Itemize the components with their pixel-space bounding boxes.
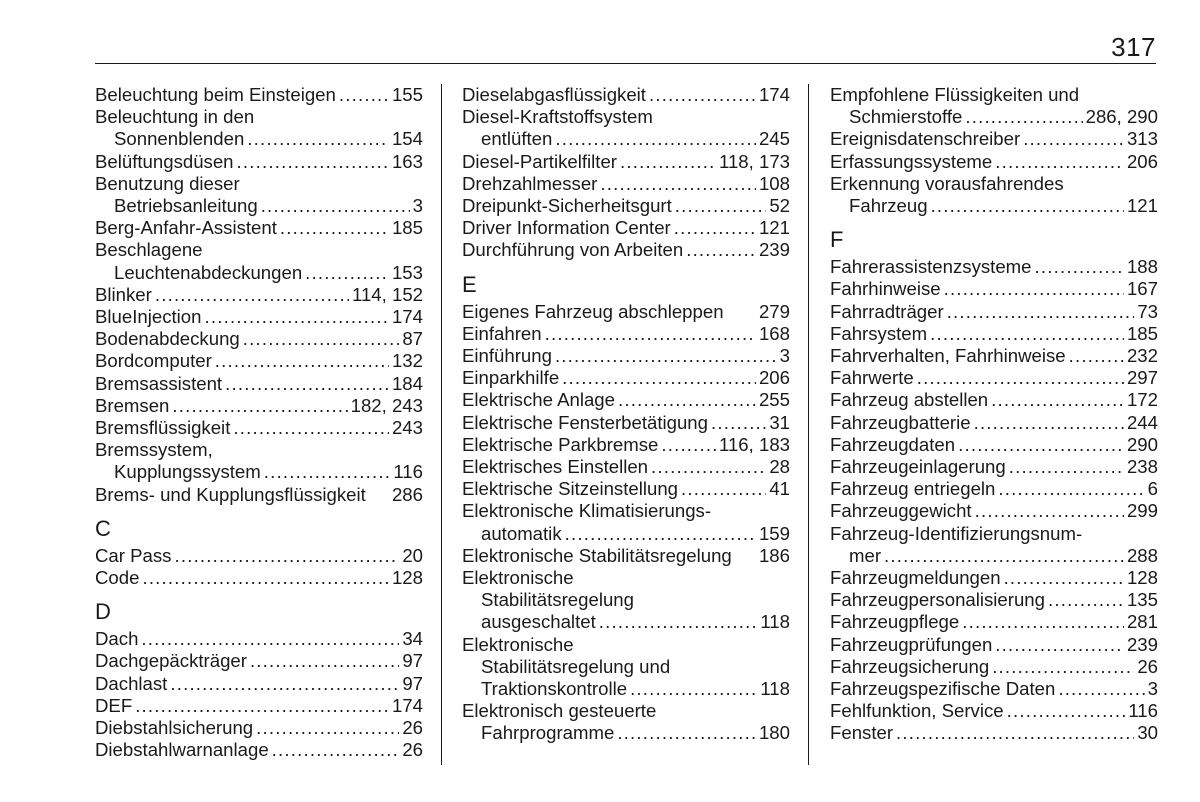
index-entry bbox=[462, 151, 790, 173]
dot-leader bbox=[555, 128, 756, 150]
index-entry-title: Fahrerassistenzsysteme bbox=[830, 256, 1032, 278]
index-column-3 bbox=[830, 84, 1158, 745]
dot-leader bbox=[1023, 128, 1124, 150]
index-entry bbox=[830, 700, 1158, 722]
dot-leader bbox=[243, 328, 400, 350]
index-entry-title: Dreipunkt-Sicherheitsgurt bbox=[462, 195, 672, 217]
index-entry bbox=[830, 106, 1158, 128]
index-entry bbox=[95, 350, 423, 372]
dot-leader bbox=[884, 545, 1124, 567]
index-entry-page: 239 bbox=[758, 239, 790, 261]
index-entry-page: 232 bbox=[1126, 345, 1158, 367]
index-entry-title: entlüften bbox=[481, 128, 553, 150]
index-entry-title: Bordcomputer bbox=[95, 350, 212, 372]
index-entry-page: 184 bbox=[391, 372, 423, 394]
index-entry-page: 52 bbox=[769, 195, 790, 217]
dot-leader bbox=[280, 217, 389, 239]
index-entry bbox=[462, 239, 790, 261]
index-entry bbox=[95, 673, 423, 695]
index-entry bbox=[830, 278, 1158, 300]
index-entry-title: Fahrzeugspezifische Daten bbox=[830, 678, 1056, 700]
index-entry-title: Fahrzeug abstellen bbox=[830, 389, 989, 411]
dot-leader bbox=[204, 306, 388, 328]
index-entry bbox=[95, 417, 423, 439]
index-entry-title: Fahrhinweise bbox=[830, 278, 941, 300]
index-entry-page: 20 bbox=[402, 544, 423, 566]
index-entry bbox=[95, 395, 423, 417]
index-entry-title: Fahrprogramme bbox=[481, 722, 615, 744]
dot-leader bbox=[1035, 256, 1124, 278]
dot-leader bbox=[630, 678, 757, 700]
index-entry-title: Durchführung von Arbeiten bbox=[462, 239, 684, 261]
dot-leader bbox=[135, 695, 389, 717]
index-entry bbox=[462, 195, 790, 217]
index-column-1 bbox=[95, 84, 423, 761]
index-entry-page: 313 bbox=[1126, 128, 1158, 150]
dot-leader bbox=[620, 151, 716, 173]
dot-leader bbox=[661, 434, 716, 456]
index-entry-heading: Stabilitätsregelung und bbox=[481, 655, 671, 677]
index-entry bbox=[830, 456, 1158, 478]
index-entry-page: 182, 243 bbox=[350, 394, 423, 416]
index-entry-page: 174 bbox=[391, 306, 423, 328]
index-entry-page: 26 bbox=[402, 739, 423, 761]
index-entry-heading: Bremssystem, bbox=[95, 439, 213, 461]
dot-leader bbox=[1004, 567, 1124, 589]
index-entry-title: Ereignisdatenschreiber bbox=[830, 128, 1021, 150]
index-entry bbox=[830, 567, 1158, 589]
index-entry-page: 174 bbox=[391, 694, 423, 716]
index-entry-page: 3 bbox=[779, 345, 790, 367]
index-entry-heading: Elektronisch gesteuerte bbox=[462, 700, 657, 722]
dot-leader bbox=[651, 456, 766, 478]
index-entry bbox=[95, 328, 423, 350]
index-entry-title: Schmierstoffe bbox=[849, 106, 963, 128]
dot-leader bbox=[142, 567, 389, 589]
index-entry-heading: Elektronische Klimatisierungs- bbox=[462, 500, 712, 522]
index-entry-title: Diesel-Partikelfilter bbox=[462, 150, 617, 172]
index-entry-page: 73 bbox=[1137, 300, 1158, 322]
index-entry-page: 97 bbox=[402, 672, 423, 694]
index-entry-heading: Stabilitätsregelung bbox=[481, 589, 634, 611]
dot-leader bbox=[247, 128, 389, 150]
index-entry-page: 26 bbox=[402, 717, 423, 739]
index-entry-title: Fahrzeugmeldungen bbox=[830, 567, 1001, 589]
dot-leader bbox=[272, 739, 400, 761]
dot-leader bbox=[711, 412, 766, 434]
header-rule bbox=[95, 63, 1156, 64]
index-entry bbox=[462, 434, 790, 456]
dot-leader bbox=[174, 545, 399, 567]
index-entry bbox=[462, 345, 790, 367]
index-entry bbox=[462, 523, 790, 545]
dot-leader bbox=[565, 523, 756, 545]
index-entry-page: 174 bbox=[758, 84, 790, 105]
dot-leader bbox=[686, 239, 756, 261]
index-entry-page: 286, 290 bbox=[1085, 106, 1158, 128]
index-entry-heading: Beleuchtung in den bbox=[95, 106, 255, 128]
index-entry bbox=[95, 484, 423, 506]
index-entry-page: 167 bbox=[1126, 278, 1158, 300]
index-entry bbox=[830, 611, 1158, 633]
dot-leader bbox=[974, 412, 1124, 434]
index-entry-page: 3 bbox=[412, 195, 423, 217]
index-entry bbox=[462, 367, 790, 389]
index-entry-page: 290 bbox=[1126, 433, 1158, 455]
dot-leader bbox=[618, 389, 756, 411]
index-entry-title: Bremsen bbox=[95, 394, 170, 416]
dot-leader bbox=[991, 389, 1124, 411]
index-entry bbox=[95, 195, 423, 217]
index-entry-title: Einparkhilfe bbox=[462, 367, 560, 389]
index-entry-page: 288 bbox=[1126, 544, 1158, 566]
index-entry-title: Fahrzeugbatterie bbox=[830, 411, 971, 433]
index-entry-page: 28 bbox=[769, 456, 790, 478]
index-entry-title: Sonnenblenden bbox=[114, 128, 245, 150]
index-entry bbox=[830, 389, 1158, 411]
index-entry bbox=[462, 128, 790, 150]
index-entry bbox=[462, 217, 790, 239]
index-entry-title: Bodenabdeckung bbox=[95, 328, 240, 350]
index-entry-page: 255 bbox=[758, 389, 790, 411]
dot-leader bbox=[545, 323, 756, 345]
dot-leader bbox=[1009, 456, 1124, 478]
index-entry-title: Beleuchtung beim Einsteigen bbox=[95, 84, 336, 105]
index-entry-title: Fahrzeug entriegeln bbox=[830, 478, 996, 500]
index-entry-page: 128 bbox=[1126, 567, 1158, 589]
index-entry bbox=[95, 717, 423, 739]
index-entry-title: Elektrische Parkbremse bbox=[462, 433, 659, 455]
dot-leader bbox=[1058, 678, 1144, 700]
dot-leader bbox=[562, 367, 756, 389]
index-entry-page: 116 bbox=[393, 461, 423, 483]
index-entry bbox=[830, 256, 1158, 278]
dot-leader bbox=[155, 284, 349, 306]
index-entry-title: Diebstahlwarnanlage bbox=[95, 739, 269, 761]
dot-leader bbox=[931, 195, 1124, 217]
section-letter: C bbox=[95, 515, 111, 541]
index-entry bbox=[95, 461, 423, 483]
index-entry-page: 116 bbox=[1128, 700, 1158, 722]
index-entry-title: Kupplungssystem bbox=[114, 461, 261, 483]
index-entry-page: 128 bbox=[391, 567, 423, 589]
index-entry-title: Erfassungssysteme bbox=[830, 150, 993, 172]
section-letter: D bbox=[95, 599, 111, 625]
index-entry-page: 116, 183 bbox=[719, 433, 790, 455]
index-entry-page: 153 bbox=[391, 261, 423, 283]
index-entry bbox=[95, 373, 423, 395]
dot-leader bbox=[1048, 589, 1124, 611]
index-entry-page: 172 bbox=[1126, 389, 1158, 411]
dot-leader bbox=[965, 106, 1082, 128]
index-entry-page: 286 bbox=[391, 483, 423, 505]
index-entry-page: 188 bbox=[1126, 256, 1158, 278]
index-entry-page: 243 bbox=[391, 417, 423, 439]
dot-leader bbox=[225, 373, 389, 395]
index-entry-page: 244 bbox=[1126, 411, 1158, 433]
dot-leader bbox=[617, 722, 756, 744]
index-entry bbox=[830, 589, 1158, 611]
index-entry bbox=[462, 456, 790, 478]
index-entry-title: Elektrische Anlage bbox=[462, 389, 615, 411]
index-entry-title: Fenster bbox=[830, 722, 894, 744]
dot-leader bbox=[992, 656, 1134, 678]
index-entry bbox=[95, 217, 423, 239]
index-entry bbox=[462, 389, 790, 411]
index-entry bbox=[830, 301, 1158, 323]
index-entry-page: 299 bbox=[1126, 500, 1158, 522]
index-entry bbox=[830, 634, 1158, 656]
index-entry-page: 185 bbox=[1126, 322, 1158, 344]
index-entry bbox=[462, 301, 790, 323]
index-entry-page: 118 bbox=[760, 678, 790, 700]
dot-leader bbox=[237, 151, 389, 173]
column-divider bbox=[808, 84, 809, 765]
index-entry-page: 118, 173 bbox=[719, 150, 790, 172]
index-entry-page: 121 bbox=[758, 217, 790, 239]
index-entry-page: 3 bbox=[1147, 678, 1158, 700]
index-entry-title: mer bbox=[849, 544, 882, 566]
index-entry-page: 206 bbox=[758, 367, 790, 389]
index-entry-page: 163 bbox=[391, 150, 423, 172]
index-entry-page: 239 bbox=[1126, 633, 1158, 655]
index-entry bbox=[830, 195, 1158, 217]
index-entry-heading: Diesel-Kraftstoffsystem bbox=[462, 106, 653, 128]
index-entry bbox=[95, 739, 423, 761]
index-entry-title: Traktionskontrolle bbox=[481, 678, 628, 700]
index-entry-page: 114, 152 bbox=[352, 283, 423, 305]
index-entry-title: Leuchtenabdeckungen bbox=[114, 261, 303, 283]
index-entry-page: 238 bbox=[1126, 456, 1158, 478]
index-entry-title: Bremsassistent bbox=[95, 372, 223, 394]
index-entry bbox=[830, 434, 1158, 456]
index-entry bbox=[95, 628, 423, 650]
index-entry-title: Fahrzeugsicherung bbox=[830, 655, 990, 677]
index-entry-title: Fahrzeugpersonalisierung bbox=[830, 589, 1045, 611]
dot-leader bbox=[995, 634, 1124, 656]
index-entry-title: Blinker bbox=[95, 283, 152, 305]
index-entry bbox=[95, 545, 423, 567]
dot-leader bbox=[1069, 345, 1124, 367]
index-entry-page: 180 bbox=[758, 722, 790, 744]
dot-leader bbox=[674, 217, 756, 239]
index-entry bbox=[95, 650, 423, 672]
index-entry-page: 87 bbox=[402, 328, 423, 350]
index-entry-page: 185 bbox=[391, 217, 423, 239]
index-entry-title: Dachlast bbox=[95, 672, 168, 694]
index-entry-title: Fahrwerte bbox=[830, 367, 914, 389]
dot-leader bbox=[600, 173, 756, 195]
index-entry-title: Drehzahlmesser bbox=[462, 172, 598, 194]
index-entry-page: 281 bbox=[1126, 611, 1158, 633]
index-entry-title: Diebstahlsicherung bbox=[95, 717, 254, 739]
index-entry-page: 279 bbox=[758, 300, 790, 322]
index-entry-page: 31 bbox=[769, 411, 790, 433]
index-entry-title: Elektrisches Einstellen bbox=[462, 456, 649, 478]
index-entry-title: Bremsflüssigkeit bbox=[95, 417, 231, 439]
dot-leader bbox=[896, 722, 1134, 744]
index-entry-page: 206 bbox=[1126, 150, 1158, 172]
index-entry-title: Betriebsanleitung bbox=[114, 195, 258, 217]
index-entry-page: 108 bbox=[758, 172, 790, 194]
section-letter: F bbox=[830, 227, 844, 253]
index-entry-page: 135 bbox=[1126, 589, 1158, 611]
index-entry bbox=[95, 284, 423, 306]
dot-leader bbox=[947, 301, 1135, 323]
dot-leader bbox=[261, 195, 410, 217]
index-entry bbox=[95, 567, 423, 589]
dot-leader bbox=[998, 478, 1144, 500]
index-entry-page: 34 bbox=[402, 628, 423, 650]
dot-leader bbox=[256, 717, 399, 739]
index-entry-title: Fahrzeugprüfungen bbox=[830, 633, 993, 655]
index-entry-heading: Erkennung vorausfahrendes bbox=[830, 172, 1064, 194]
index-entry bbox=[830, 128, 1158, 150]
index-entry-page: 41 bbox=[769, 478, 790, 500]
index-entry-title: Fahrradträger bbox=[830, 300, 944, 322]
index-entry-page: 245 bbox=[758, 128, 790, 150]
dot-leader bbox=[681, 478, 766, 500]
dot-leader bbox=[172, 395, 347, 417]
index-entry bbox=[95, 84, 423, 106]
index-entry-title: Fahrsystem bbox=[830, 322, 928, 344]
index-entry bbox=[462, 478, 790, 500]
index-entry-page: 132 bbox=[391, 350, 423, 372]
index-entry bbox=[830, 323, 1158, 345]
index-entry-title: Brems- und Kupplungsflüssigkeit bbox=[95, 483, 366, 505]
dot-leader bbox=[599, 611, 758, 633]
dot-leader bbox=[1007, 700, 1126, 722]
index-entry bbox=[462, 84, 790, 106]
dot-leader bbox=[962, 611, 1124, 633]
index-entry bbox=[462, 412, 790, 434]
index-entry-title: Car Pass bbox=[95, 544, 172, 566]
index-entry bbox=[830, 478, 1158, 500]
dot-leader bbox=[944, 278, 1124, 300]
index-entry-page: 30 bbox=[1137, 722, 1158, 744]
dot-leader bbox=[917, 367, 1124, 389]
dot-leader bbox=[233, 417, 389, 439]
index-entry-title: Fahrzeugpflege bbox=[830, 611, 960, 633]
dot-leader bbox=[215, 350, 389, 372]
dot-leader bbox=[264, 461, 391, 483]
index-entry bbox=[462, 323, 790, 345]
index-entry-title: Berg-Anfahr-Assistent bbox=[95, 217, 277, 239]
index-entry-title: Einfahren bbox=[462, 322, 542, 344]
index-entry-title: Fahrzeug bbox=[849, 195, 928, 217]
index-entry-title: Fahrzeuggewicht bbox=[830, 500, 972, 522]
index-entry-page: 155 bbox=[391, 84, 423, 105]
dot-leader bbox=[339, 84, 389, 106]
index-entry bbox=[830, 722, 1158, 744]
index-entry-title: Code bbox=[95, 567, 140, 589]
index-entry-page: 159 bbox=[758, 522, 790, 544]
dot-leader bbox=[555, 345, 777, 367]
index-entry-page: 186 bbox=[758, 544, 790, 566]
index-entry-heading: Empfohlene Flüssigkeiten und bbox=[830, 84, 1080, 105]
index-entry bbox=[462, 611, 790, 633]
index-entry-page: 121 bbox=[1126, 195, 1158, 217]
page-number: 317 bbox=[1111, 32, 1156, 62]
index-entry-title: Dachgepäckträger bbox=[95, 650, 247, 672]
index-entry-title: Dach bbox=[95, 628, 139, 650]
index-entry bbox=[95, 128, 423, 150]
index-entry bbox=[462, 678, 790, 700]
index-entry bbox=[95, 695, 423, 717]
index-entry-title: Elektrische Sitzeinstellung bbox=[462, 478, 678, 500]
index-entry bbox=[830, 151, 1158, 173]
index-entry-page: 297 bbox=[1126, 367, 1158, 389]
index-entry-heading: Beschlagene bbox=[95, 239, 203, 261]
index-entry-title: Fehlfunktion, Service bbox=[830, 700, 1004, 722]
index-entry-title: Elektronische Stabilitätsregelung bbox=[462, 544, 732, 566]
index-entry bbox=[830, 545, 1158, 567]
index-entry-page: 97 bbox=[402, 650, 423, 672]
index-entry bbox=[830, 412, 1158, 434]
index-entry-heading: Elektronische bbox=[462, 567, 574, 589]
index-entry-title: Dieselabgasflüssigkeit bbox=[462, 84, 646, 105]
index-entry-title: Einführung bbox=[462, 345, 552, 367]
dot-leader bbox=[930, 323, 1124, 345]
index-entry-title: Fahrzeugdaten bbox=[830, 433, 956, 455]
index-entry bbox=[830, 345, 1158, 367]
index-entry bbox=[462, 545, 790, 567]
section-letter: E bbox=[462, 271, 477, 297]
dot-leader bbox=[170, 673, 399, 695]
index-entry-heading: Fahrzeug-Identifizierungsnum- bbox=[830, 522, 1083, 544]
index-entry bbox=[830, 500, 1158, 522]
index-entry-page: 154 bbox=[391, 128, 423, 150]
index-entry bbox=[462, 722, 790, 744]
dot-leader bbox=[649, 84, 756, 106]
index-entry-page: 26 bbox=[1137, 655, 1158, 677]
index-entry-title: Elektrische Fensterbetätigung bbox=[462, 411, 708, 433]
dot-leader bbox=[141, 628, 399, 650]
index-entry-title: automatik bbox=[481, 522, 562, 544]
index-entry bbox=[95, 306, 423, 328]
index-entry-title: Belüftungsdüsen bbox=[95, 150, 234, 172]
dot-leader bbox=[958, 434, 1124, 456]
index-entry bbox=[462, 173, 790, 195]
dot-leader bbox=[250, 650, 399, 672]
index-entry-heading: Benutzung dieser bbox=[95, 172, 240, 194]
index-entry-page: 168 bbox=[758, 322, 790, 344]
index-entry-title: BlueInjection bbox=[95, 306, 202, 328]
dot-leader bbox=[305, 262, 389, 284]
index-entry-heading: Elektronische bbox=[462, 633, 574, 655]
index-entry bbox=[830, 367, 1158, 389]
dot-leader bbox=[995, 151, 1124, 173]
index-entry-page: 6 bbox=[1147, 478, 1158, 500]
index-entry-title: ausgeschaltet bbox=[481, 611, 596, 633]
index-entry-page: 118 bbox=[760, 611, 790, 633]
dot-leader bbox=[975, 500, 1124, 522]
index-entry-title: DEF bbox=[95, 694, 133, 716]
index-entry bbox=[95, 151, 423, 173]
index-entry bbox=[95, 262, 423, 284]
index-entry-title: Driver Information Center bbox=[462, 217, 671, 239]
index-entry bbox=[830, 678, 1158, 700]
index-entry-title: Eigenes Fahrzeug abschleppen bbox=[462, 300, 724, 322]
index-column-2 bbox=[462, 84, 790, 745]
index-entry-title: Fahrzeugeinlagerung bbox=[830, 456, 1006, 478]
dot-leader bbox=[675, 195, 767, 217]
column-divider bbox=[441, 84, 442, 765]
index-entry bbox=[830, 656, 1158, 678]
index-entry-title: Fahrverhalten, Fahrhinweise bbox=[830, 345, 1066, 367]
